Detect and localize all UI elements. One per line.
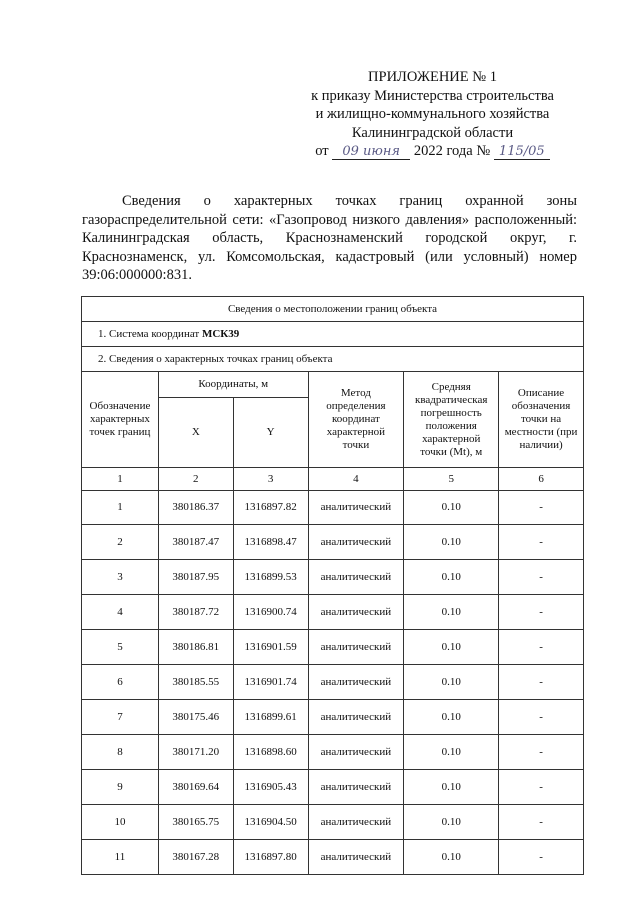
coord-y: 1316904.50 [233, 805, 308, 840]
method: аналитический [308, 630, 404, 665]
table-title: Сведения о местоположении границ объекта [82, 297, 584, 322]
mean-error: 0.10 [404, 630, 499, 665]
coord-y: 1316898.47 [233, 525, 308, 560]
coord-x: 380187.47 [158, 525, 233, 560]
point-rows [82, 491, 584, 875]
description: - [499, 595, 584, 630]
from-label: от [315, 143, 329, 160]
point-id: 9 [82, 770, 159, 805]
coord-y: 1316905.43 [233, 770, 308, 805]
point-id: 5 [82, 630, 159, 665]
handwritten-number: 115/05 [494, 145, 550, 160]
col-header-designation: Обозначение характерных точек границ [82, 372, 159, 468]
point-id: 4 [82, 595, 159, 630]
point-id: 1 [82, 491, 159, 525]
description: - [499, 840, 584, 875]
col-header-error: Средняя квадратическая погрешность положения характерной точки (Mt), м [404, 372, 499, 468]
method: аналитический [308, 525, 404, 560]
table-row [82, 770, 584, 805]
col-number: 3 [233, 468, 308, 491]
coordinate-system [82, 322, 584, 347]
table-row [82, 700, 584, 735]
coord-y: 1316901.59 [233, 630, 308, 665]
table-row [82, 630, 584, 665]
point-id: 3 [82, 560, 159, 595]
table-row [82, 595, 584, 630]
coord-x: 380187.95 [158, 560, 233, 595]
col-number: 2 [158, 468, 233, 491]
intro-text: Сведения о характерных точках границ охранной зоны газораспределительной сети: «Газопровод низкого давления» расположенный: Калининградская область, Краснознаменский городской округ, г. Краснознаменск, ул. Комсомольская, кадастровый (или условный) номер 39:06:000000:831. [82, 193, 577, 283]
description: - [499, 770, 584, 805]
coord-x: 380186.37 [158, 491, 233, 525]
table-row [82, 840, 584, 875]
point-id: 2 [82, 525, 159, 560]
handwritten-date: 09 июня [332, 145, 410, 160]
table-row [82, 491, 584, 525]
mean-error: 0.10 [404, 700, 499, 735]
mean-error: 0.10 [404, 560, 499, 595]
col-number: 1 [82, 468, 159, 491]
col-number: 4 [308, 468, 404, 491]
table-row [82, 525, 584, 560]
mean-error: 0.10 [404, 491, 499, 525]
coord-y: 1316899.61 [233, 700, 308, 735]
method: аналитический [308, 770, 404, 805]
coord-y: 1316898.60 [233, 735, 308, 770]
mean-error: 0.10 [404, 525, 499, 560]
col-header-y: Y [233, 398, 308, 468]
year-label: 2022 года № [413, 143, 491, 160]
description: - [499, 560, 584, 595]
method: аналитический [308, 735, 404, 770]
coord-x: 380167.28 [158, 840, 233, 875]
appendix-header [300, 68, 565, 161]
col-header-description: Описание обозначения точки на местности (при наличии) [499, 372, 584, 468]
coordinate-system-name: МСК39 [201, 327, 240, 340]
method: аналитический [308, 700, 404, 735]
coord-y: 1316897.82 [233, 491, 308, 525]
coord-y: 1316900.74 [233, 595, 308, 630]
coord-x: 380185.55 [158, 665, 233, 700]
coord-x: 380165.75 [158, 805, 233, 840]
table-row [82, 560, 584, 595]
mean-error: 0.10 [404, 665, 499, 700]
coord-y: 1316901.74 [233, 665, 308, 700]
coordinate-system-label: 1. Система координат [98, 327, 202, 340]
method: аналитический [308, 560, 404, 595]
col-header-coordinates: Координаты, м [158, 372, 308, 398]
description: - [499, 491, 584, 525]
mean-error: 0.10 [404, 595, 499, 630]
appendix-title: ПРИЛОЖЕНИЕ № 1 [368, 69, 497, 85]
method: аналитический [308, 840, 404, 875]
mean-error: 0.10 [404, 840, 499, 875]
col-header-x: X [158, 398, 233, 468]
description: - [499, 805, 584, 840]
table-row [82, 735, 584, 770]
col-number: 6 [499, 468, 584, 491]
description: - [499, 700, 584, 735]
order-line-1: к приказу Министерства строительства [311, 87, 554, 104]
point-id: 7 [82, 700, 159, 735]
point-id: 10 [82, 805, 159, 840]
order-line-3: Калининградской области [351, 124, 514, 141]
coord-x: 380171.20 [158, 735, 233, 770]
coord-y: 1316899.53 [233, 560, 308, 595]
coord-x: 380169.64 [158, 770, 233, 805]
mean-error: 0.10 [404, 770, 499, 805]
mean-error: 0.10 [404, 805, 499, 840]
col-number: 5 [404, 468, 499, 491]
table-row [82, 805, 584, 840]
order-line-2: и жилищно-коммунального хозяйства [315, 106, 550, 123]
coord-y: 1316897.80 [233, 840, 308, 875]
point-id: 11 [82, 840, 159, 875]
method: аналитический [308, 805, 404, 840]
point-id: 6 [82, 665, 159, 700]
description: - [499, 630, 584, 665]
method: аналитический [308, 595, 404, 630]
coord-x: 380175.46 [158, 700, 233, 735]
mean-error: 0.10 [404, 735, 499, 770]
description: - [499, 735, 584, 770]
section-2-title: 2. Сведения о характерных точках границ объекта [82, 347, 584, 372]
point-id: 8 [82, 735, 159, 770]
coord-x: 380187.72 [158, 595, 233, 630]
coord-x: 380186.81 [158, 630, 233, 665]
description: - [499, 525, 584, 560]
description: - [499, 665, 584, 700]
boundary-points-table [81, 296, 584, 875]
column-numbers-row [82, 468, 584, 491]
table-row [82, 665, 584, 700]
col-header-method: Метод определения координат характерной точки [308, 372, 404, 468]
intro-paragraph [82, 192, 577, 285]
method: аналитический [308, 491, 404, 525]
order-date-line [300, 142, 565, 161]
method: аналитический [308, 665, 404, 700]
